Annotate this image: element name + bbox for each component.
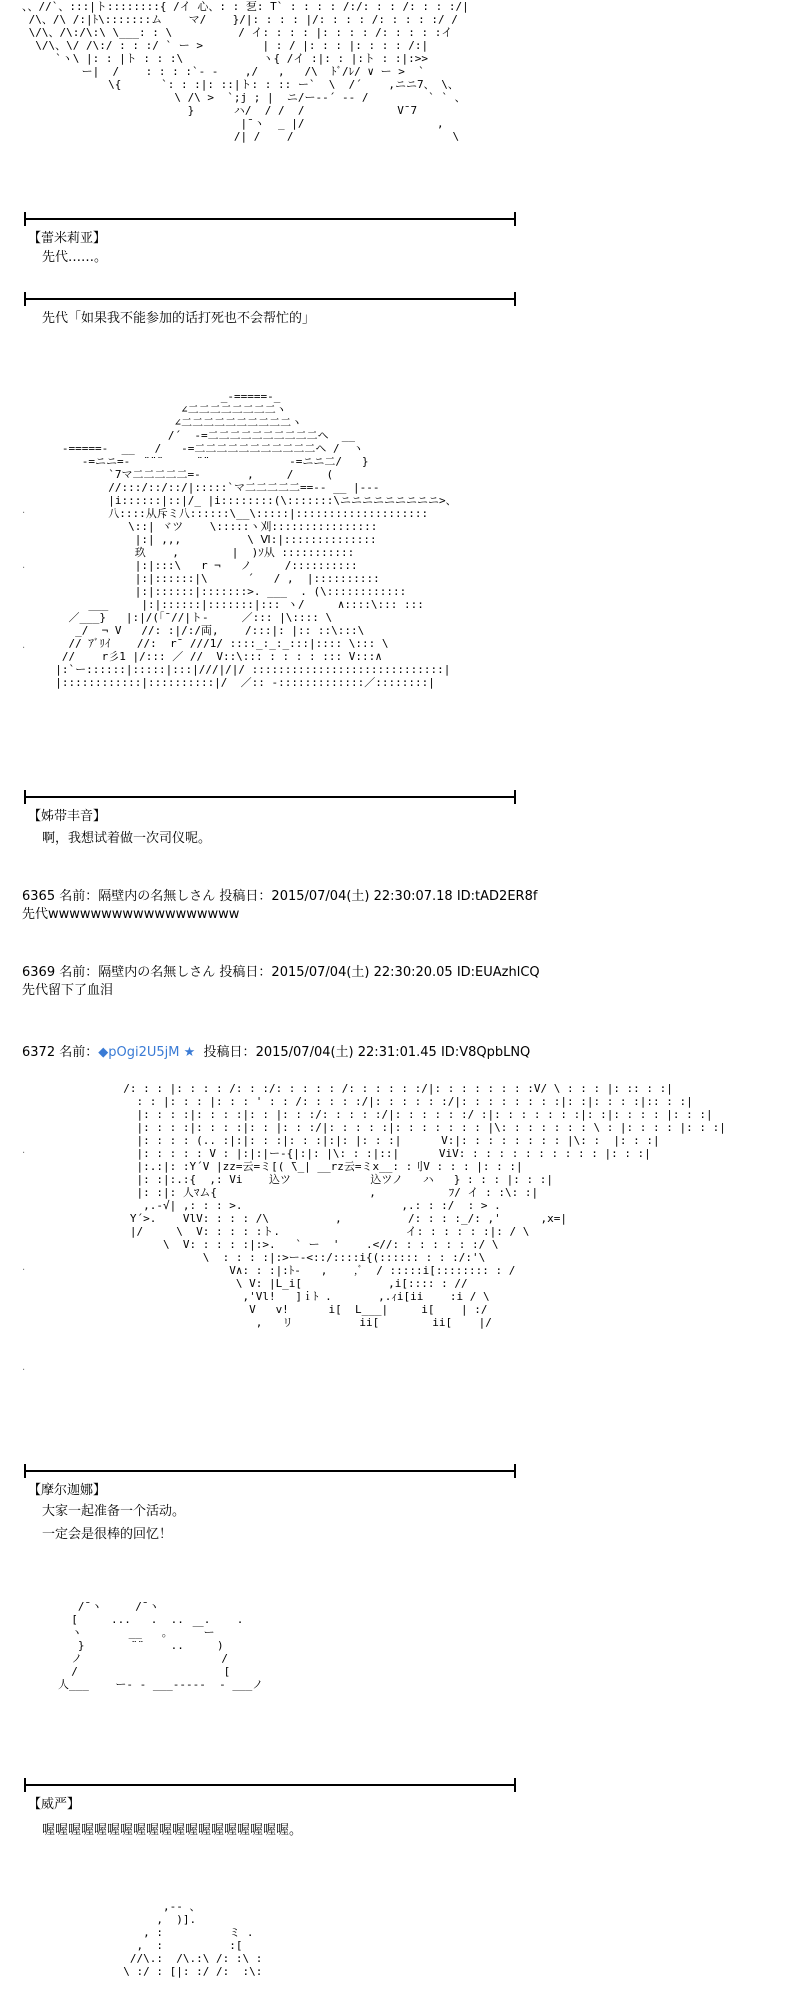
trip-diamond-icon: ◆ bbox=[98, 1045, 109, 1060]
date-label: 投稿日： bbox=[219, 889, 272, 904]
poster-trip[interactable]: pOgi2U5jM bbox=[108, 1045, 180, 1060]
post-date: 2015/07/04(土) 22:31:01.45 bbox=[255, 1045, 437, 1060]
poster-id: ID:tAD2ER8f bbox=[456, 889, 538, 904]
speaker-name: 【蕾米莉亚】 bbox=[28, 231, 107, 246]
post-number: 6365 bbox=[22, 889, 56, 904]
ascii-art-remilia: 、、//`、:::|ト::::::::{ /イ 心、: : 乭: T` : : : : /:/: : : /: : : :/| /\、/\ /:|ﾄ\:::::::ム マ/ }/|: : : : |/: : : : /: : : : :/ / \/\、/\:/\:\ \___: : \ / イ: : : : |: : : : /: : : : :イ \/\、\/ /\:/ : : :/ ` ー > | : / |: : : |: : : : /:| `ヽ\ |: : |ト : : :\ ヽ{ /イ :|: : |:ト : :|:>> ー| / : : : :`- - ,/ , /\ ﾄﾞ/ﾚ/ ∨ ー > ` \{ `: : :|: ::|ト: : :: ー` \ /´ ,ニニ7、 \、 \ /\ > `;j ; | ニ/ー‐‐´ ‐‐ / ` ` 、 } ハ/ / / / V¯7 |¯ヽ _ |/ , /| / / \ bbox=[22, 0, 469, 143]
date-label: 投稿日： bbox=[203, 1045, 256, 1060]
ascii-art-bottom: ,-- 、 , )]. , : ミ . , : :[ //\.: /\.:\ /: :\ : \ :/ : [|: :/ /: :\: bbox=[123, 1900, 263, 1978]
divider bbox=[24, 298, 516, 300]
divider bbox=[24, 1470, 516, 1472]
dialogue-line: 一定会是很棒的回忆！ bbox=[42, 1527, 173, 1542]
dialogue-line: 大家一起准备一个活动。 bbox=[42, 1504, 186, 1519]
speaker-name: 【威严】 bbox=[28, 1797, 81, 1812]
dot-marker: . bbox=[22, 1362, 26, 1373]
poster-name: 隔壁内の名無しさん bbox=[98, 965, 216, 980]
date-label: 投稿日： bbox=[219, 965, 272, 980]
dialogue-line: 啊，我想试着做一次司仪呢。 bbox=[42, 831, 212, 846]
name-label: 名前： bbox=[59, 889, 99, 904]
dot-marker: . bbox=[22, 560, 26, 571]
name-label: 名前： bbox=[59, 965, 99, 980]
divider bbox=[24, 218, 516, 220]
name-label: 名前： bbox=[59, 1045, 99, 1060]
divider bbox=[24, 1784, 516, 1786]
post-number: 6369 bbox=[22, 965, 56, 980]
ascii-art-toyone: _-=====-_ ∠二二二二二二二二ヽ ∠二二二二二二二二二二ヽ /´ -=二二二二二二二二二二ヘ __ -=====- __ / -=二二二二二二二二二二二ヘ / ヽ -=ニニ=- ¨¨¨ ¨¨ -=ニニ二/ } `7マ二二二二二=- , / ( //:::/::/::/|:::::`マ二二二二二==-- __ |--- |i::::::|::|/_ |i::::::::(\:::::::\ニニニニニニニニニ>、 八::::从斥ミ八::::::\__\:::::|:::::::::::::::::::: \::| ヾツ \:::::ヽ刈:::::::::::::::: |:| ,,, \ Ⅵ:|:::::::::::::: 玖 , | )ｿ从 ::::::::::: |:|:::\ r ¬ ノ /:::::::::: |:|::::::|\ ´ / , |:::::::::: |:|::::::|:::::::>. ___ . (\:::::::::::: ___ |:|::::::|:::::::|::: ヽ/ ∧::::\::: ::: ／___} |:|/(「¯//|ト- ／::: |\:::: \ _/ ¬ V //: :|/:/両, /:::|: |:: ::\:::\ // ｱﾞﾘｲ //: r¯ ///1/ ::::_:_:_:::|:::: \::: \ // r彡1 |/::: ／ // V::\::: : : : : ::: V:::∧ |:`ー::::::|:::::|:::|///|/|/ :::::::::::::::::::::::::::::| |::::::::::::|::::::::::|/ ／:: -:::::::::::::／::::::::| bbox=[55, 390, 457, 689]
post-body: 先代留下了血泪 bbox=[22, 983, 114, 998]
post-date: 2015/07/04(土) 22:30:20.05 bbox=[271, 965, 453, 980]
post-number: 6372 bbox=[22, 1045, 56, 1060]
dialogue-line: 先代「如果我不能参加的话打死也不会帮忙的」 bbox=[42, 311, 316, 326]
post-header bbox=[22, 888, 537, 906]
ascii-art-morgiana: /: : : |: : : : /: : :/: : : : : /: : : : : :/|: : : : : : : :V/ \ : : : |: :: : :| : : |: : : |: : : ' : : /: : : : :/|: : : : : :/|: : : : : : : :|: :|: : : :|:: : :| |: : : :|: : : :|: : |: : :/: : : : :/|: : : : : :/ :|: : : : : : :|: :|: : : : |: : :| |: : : :|: : : :|: : |: : :/|: : : : :|: : : : : : : |\: : : : : : : \ : |: : : : |: : :| |: : : : (.. :|:|: : :|: : :|:|: |: : :| V:|: : : : : : : : |\: : |: : :| |: : : : : V : |:|:|ー-{|:|: |\: : :|::| ViV: : : : : : : : : : : |: : :| |:.:|: :Y´V |zz=云=ミ[( ̄\_| __rz云=ミx__: :刂V : : : |: : :| |: :|:.:{ ,: Vi 込ツ 込ツノ ハ } : : : |: : :| |: :|: 人ﾏム{ , ﾌ/ イ : :\: :| ,.-√| ,: : : >. ,.: : :/ : > . Y´>. VlV: : : : /\ , /: : : :_/: ,' ,x=| |/ \ V: : : : :ト. イ: : : : : :|: / \ \ V: : : : :|:>. ` ー ' .<//: : : : : : :/ \ \ : : : :|:>ー-<::/::::i{(:::::: : : :/:'\ V∧: : :|:ﾄ- , ,ﾞ / :::::i[:::::::: : / \ V: |L_i[ ,i[:::: : // ,'Vl! ]ｉﾄ . ,.ｨi[ii :i / \ V v! i[ L___| i[ | :/ , リ ii[ ii[ |/ bbox=[123, 1082, 726, 1329]
speaker-name: 【姊带丰音】 bbox=[28, 809, 107, 824]
post-header bbox=[22, 1044, 530, 1062]
poster-id: ID:EUAzhlCQ bbox=[456, 965, 540, 980]
divider bbox=[24, 796, 516, 798]
post-body: 先代wwwwwwwwwwwwwwwwww bbox=[22, 907, 240, 922]
speaker-name: 【摩尔迦娜】 bbox=[28, 1483, 107, 1498]
dialogue-line: 先代……。 bbox=[42, 250, 108, 265]
dot-marker: . bbox=[22, 505, 26, 516]
dot-marker: . bbox=[22, 1145, 26, 1156]
post-date: 2015/07/04(土) 22:30:07.18 bbox=[271, 889, 453, 904]
ascii-art-blob: /¯ヽ /¯ヽ [ ... . .. . . ヽ __ 。 ￣ー } ¨¨ .. ) ノ / / [ 人___ ー- - ___----- - ___ノ bbox=[58, 1600, 264, 1691]
dot-marker: . bbox=[22, 1262, 26, 1273]
dot-marker: . bbox=[22, 640, 26, 651]
poster-name: 隔壁内の名無しさん bbox=[98, 889, 216, 904]
star-icon: ★ bbox=[183, 1045, 196, 1060]
post-header bbox=[22, 964, 540, 982]
dialogue-line: 喔喔喔喔喔喔喔喔喔喔喔喔喔喔喔喔喔喔喔。 bbox=[42, 1823, 303, 1838]
poster-id: ID:V8QpbLNQ bbox=[440, 1045, 531, 1060]
